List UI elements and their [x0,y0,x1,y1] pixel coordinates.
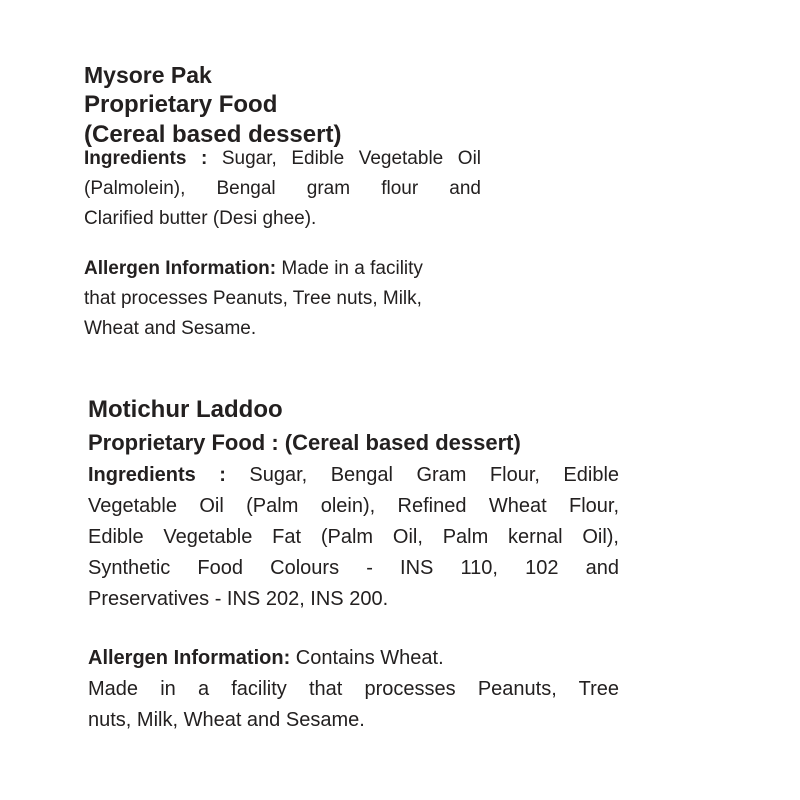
ingredients-line: Edible Vegetable Fat (Palm Oil, Palm kernal Oil), [88,526,619,548]
allergen-label: Allergen Information: [88,647,291,669]
ingredients-line: Preservatives - INS 202, INS 200. [88,588,389,610]
ingredients-line: Vegetable Oil (Palm olein), Refined Wheat Flour, [88,495,619,517]
ingredients-line: Clarified butter (Desi ghee). [84,208,317,229]
ingredients-paragraph [84,144,481,234]
section-motichur-laddoo [88,394,619,736]
allergen-label: Allergen Information: [84,258,277,279]
allergen-line: Made in a facility that processes Peanuts, Tree [88,678,619,700]
allergen-paragraph [84,254,481,344]
allergen-line: that processes Peanuts, Tree nuts, Milk, [84,288,422,309]
ingredients-label: Ingredients : [88,464,226,486]
allergen-line [88,643,619,674]
ingredients-line [84,144,481,174]
allergen-line [84,254,481,284]
ingredients-line: (Palmolein), Bengal gram flour and [84,178,481,199]
ingredients-text: Sugar, Edible Vegetable Oil [207,148,482,169]
product-title-motichur-laddoo: Motichur Laddoo [88,396,283,423]
ingredients-paragraph [88,460,619,615]
ingredients-line [88,460,619,491]
food-category-line: (Cereal based dessert) [84,121,342,148]
ingredients-text: Sugar, Bengal Gram Flour, Edible [225,464,620,486]
allergen-text: Made in a facility [276,258,423,279]
food-type-line: Proprietary Food : (Cereal based dessert) [88,430,521,455]
product-title-mysore-pak: Mysore Pak [84,62,212,88]
ingredients-label: Ingredients : [84,148,208,169]
allergen-text: Contains Wheat. [290,647,444,669]
allergen-line: Wheat and Sesame. [84,318,257,339]
ingredients-line: Synthetic Food Colours - INS 110, 102 and [88,557,619,579]
food-type-line: Proprietary Food [84,91,278,118]
section-mysore-pak [84,60,481,344]
allergen-paragraph [88,643,619,736]
allergen-line: nuts, Milk, Wheat and Sesame. [88,709,365,731]
